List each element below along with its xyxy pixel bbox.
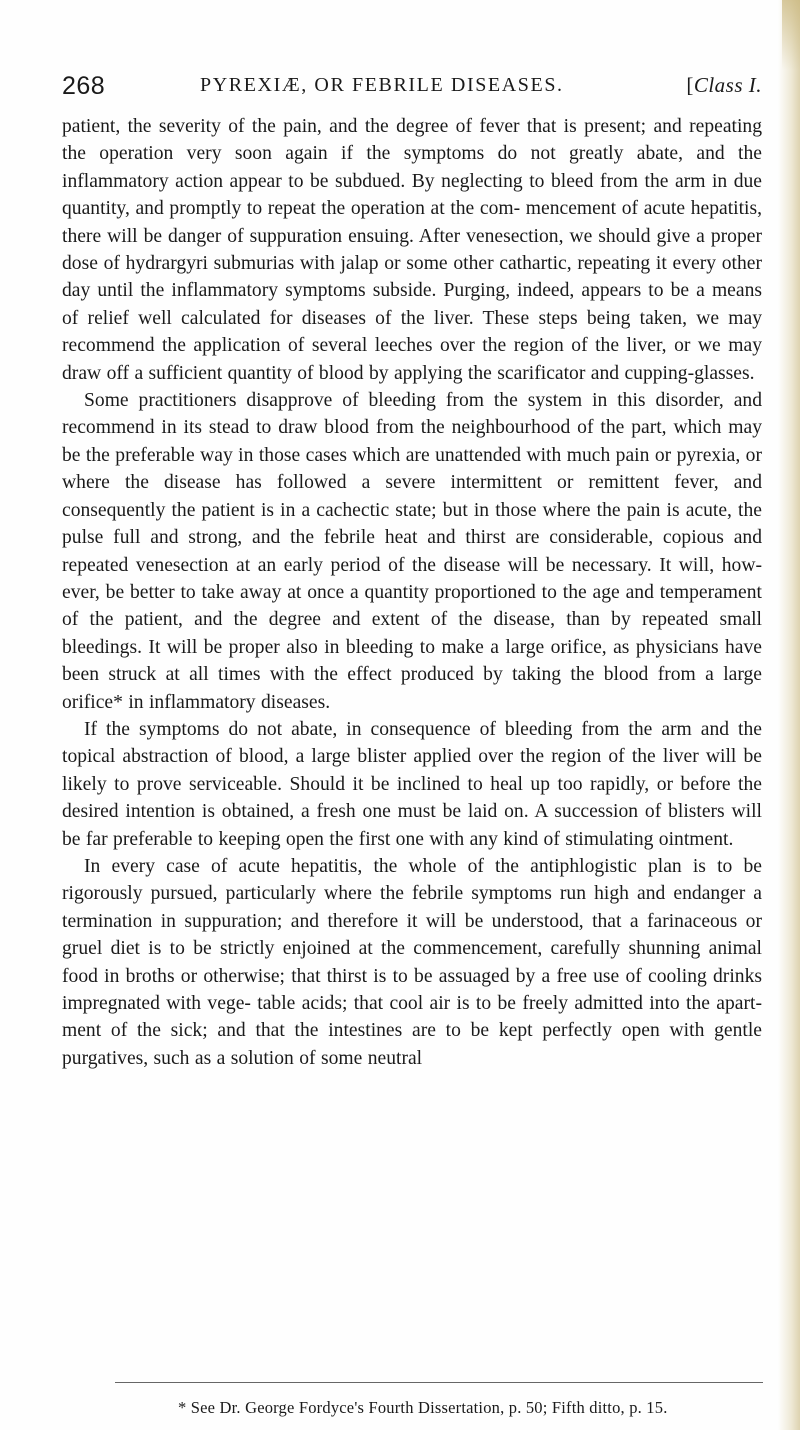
class-label-bracket: [ xyxy=(686,73,694,97)
class-label-text: Class I. xyxy=(693,73,762,97)
footnote: * See Dr. George Fordyce's Fourth Dissertation, p. 50; Fifth ditto, p. 15. xyxy=(178,1398,668,1417)
page-header xyxy=(62,72,762,108)
paragraph-3: If the symptoms do not abate, in consequence of bleeding from the arm and the topical abstraction of blood, a large blister applied over the region of the liver will be likely to prove serviceable. Should it be inclined to heal up too rapidly, or before the desired intention is obtained, a fresh one must be laid on. A succession of blisters will be far preferable to keeping open the first one with any kind of stimulating ointment. xyxy=(62,718,762,850)
page-edge-shading xyxy=(778,0,800,1430)
running-title: PYREXIÆ, OR FEBRILE DISEASES. xyxy=(200,74,564,96)
page-edge-stain xyxy=(782,0,800,70)
paragraph-1: patient, the severity of the pain, and the degree of fever that is present; and repeating the operation very soon again if the symptoms do not greatly abate, and the inflammatory action appear to be subdued. By neglecting to bleed from the arm in due quantity, and promptly to repeat the operation at the com- mencement of acute hepatitis, there will be danger of suppuration ensuing. After venesection, we should give a proper dose of hydrargyri submurias with jalap or some other cathartic, repeating it every other day until the inflammatory symptoms subside. Purging, indeed, appears to be a means of relief well calculated for diseases of the liver. These steps being taken, we may recommend the application of several leeches over the region of the liver, or we may draw off a sufficient quantity of blood by applying the scarificator and cupping-glasses. xyxy=(62,116,762,384)
paragraph-4: In every case of acute hepatitis, the whole of the antiphlogistic plan is to be rigorously pursued, particularly where the febrile symptoms run high and endanger a termination in suppuration; and therefore it will be understood, that a farinaceous or gruel diet is to be strictly enjoined at the commencement, carefully shunning animal food in broths or otherwise; that thirst is to be assuaged by a free use of cooling drinks impregnated with vege- table acids; that cool air is to be freely admitted into the apart- ment of the sick; and that the intestines are to be kept perfectly open with gentle purgatives, such as a solution of some neutral xyxy=(62,855,762,1069)
paragraph-2: Some practitioners disapprove of bleeding from the system in this disorder, and recommend in its stead to draw blood from the neighbourhood of the part, which may be the preferable way in those cases which are unattended with much pain or pyrexia, or where the disease has followed a severe intermittent or remittent fever, and consequently the patient is in a cachectic state; but in those where the pain is acute, the pulse full and strong, and the febrile heat and thirst are considerable, copious and repeated venesection at an early period of the disease will be necessary. It will, how- ever, be better to take away at once a quantity proportioned to the age and temperament of the patient, and the degree and extent of the disease, than by repeated small bleedings. It will be proper also in bleeding to make a large orifice, as physicians have been struck at all times with the effect produced by taking the blood from a large orifice* in inflammatory diseases. xyxy=(62,390,762,713)
page-number: 268 xyxy=(62,72,106,100)
body-text xyxy=(62,113,762,1072)
class-label xyxy=(686,73,762,98)
footnote-divider xyxy=(115,1382,763,1383)
